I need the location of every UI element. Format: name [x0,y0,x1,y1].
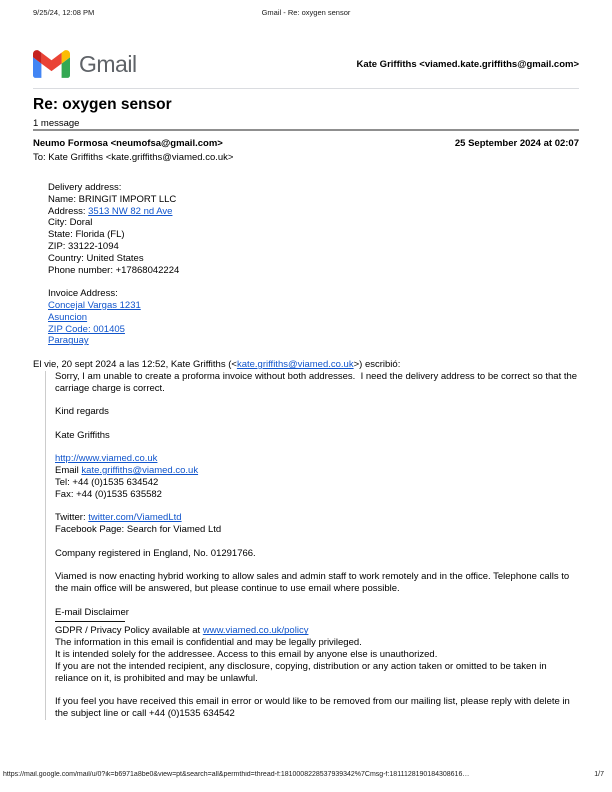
delivery-zip: ZIP: 33122-1094 [48,240,119,252]
facebook-line: Facebook Page: Search for Viamed Ltd [55,524,222,536]
company-registration: Company registered in England, No. 01291766. [55,547,256,559]
print-datetime: 9/25/24, 12:08 PM [33,8,95,17]
header-divider [33,88,579,89]
subject-block [33,96,579,129]
print-header [33,8,579,17]
invoice-heading: Invoice Address: [48,288,118,300]
delivery-address-link[interactable]: 3513 NW 82 nd Ave [88,205,173,217]
message-header [33,138,579,163]
email-label: Email [55,465,82,477]
account-email: Kate Griffiths <viamed.kate.griffiths@gmail.com> [356,58,579,70]
invoice-country-link[interactable]: Paraguay [48,335,89,347]
twitter-label: Twitter: [55,512,89,524]
print-footer-url: https://mail.google.com/mail/u/0?ik=b6971a8be0&view=pt&search=all&permthid=thread-f:1810008228537939342%7Cmsg-f:1811128190184308616… [3,771,470,778]
signature-email-line [55,465,579,477]
signoff: Kind regards [55,406,109,418]
gdpr-policy-link[interactable]: www.viamed.co.uk/policy [202,625,309,637]
attribution-text-pre: El vie, 20 sept 2024 a las 12:52, Kate Griffiths (< [33,358,237,370]
delivery-name: Name: BRINGIT IMPORT LLC [48,193,177,205]
invoice-city-link[interactable]: Asuncion [48,311,88,323]
invoice-zip-link[interactable]: ZIP Code: 001405 [48,323,125,335]
signature-name: Kate Griffiths [55,429,110,441]
gmail-logo-text: Gmail [79,50,137,77]
confidentiality-line-1: The information in this email is confidential and may be legally privileged. [55,637,362,649]
gmail-logo [33,50,137,78]
delivery-heading: Delivery address: [48,182,122,193]
gdpr-label: GDPR / Privacy Policy available at [55,625,203,637]
print-footer [3,771,604,778]
delivery-country: Country: United States [48,252,144,264]
twitter-link[interactable]: twitter.com/ViamedLtd [88,512,182,524]
gdpr-line [55,625,579,637]
signature-email-link[interactable]: kate.griffiths@viamed.co.uk [81,465,199,477]
quoted-message [45,371,579,720]
email-subject: Re: oxygen sensor [33,96,172,113]
delivery-address-label: Address: [48,205,89,217]
signature-tel: Tel: +44 (0)1535 634542 [55,476,159,488]
invoice-street-link[interactable]: Concejal Vargas 1231 [48,299,141,311]
disclaimer-divider [55,621,125,622]
confidentiality-line-2: It is intended solely for the addressee. Access to this email by anyone else is unauthorized. [55,649,438,661]
delivery-address-block [48,182,579,276]
recipient-address: To: Kate Griffiths <kate.griffiths@viamed.co.uk> [33,151,234,163]
removal-notice: If you feel you have received this email in error or would like to be removed from our mailing list, please reply with delete in the subject line or call +44 (0)1535 634542 [55,696,570,720]
subject-divider [33,129,579,131]
twitter-line [55,512,579,524]
invoice-address-block [48,288,579,347]
print-document-title: Gmail - Re: oxygen sensor [261,8,351,17]
gmail-m-icon [33,50,70,78]
message-date: 25 September 2024 at 02:07 [454,138,579,149]
confidentiality-line-3: If you are not the intended recipient, any disclosure, copying, distribution or any action taken or omitted to be taken in reliance on it, is prohibited and may be unlawful. [55,660,547,684]
quote-attribution [33,359,579,371]
attribution-email-link[interactable]: kate.griffiths@viamed.co.uk [236,358,354,370]
website-link[interactable]: http://www.viamed.co.uk [55,453,158,465]
quote-body-text: Sorry, I am unable to create a proforma invoice without both addresses. I need the delivery address to be correct so that the carriage charge is correct. [55,370,580,394]
hybrid-working-notice: Viamed is now enacting hybrid working to allow sales and admin staff to work remotely and in the office. Telephone calls to the main office will be answered, but please continue to use email where possible. [55,571,570,595]
sender-address: Neumo Formosa <neumofsa@gmail.com> [33,138,223,149]
email-body [33,182,579,720]
delivery-state: State: Florida (FL) [48,229,125,241]
delivery-address-line [48,206,579,218]
disclaimer-heading: E-mail Disclaimer [55,606,129,618]
signature-fax: Fax: +44 (0)1535 635582 [55,488,162,500]
delivery-phone: Phone number: +17868042224 [48,264,180,276]
message-count: 1 message [33,118,80,129]
print-page-number: 1/7 [594,771,604,778]
delivery-city: City: Doral [48,217,93,229]
gmail-header-bar [33,47,579,81]
attribution-text-post: >) escribió: [353,358,401,370]
